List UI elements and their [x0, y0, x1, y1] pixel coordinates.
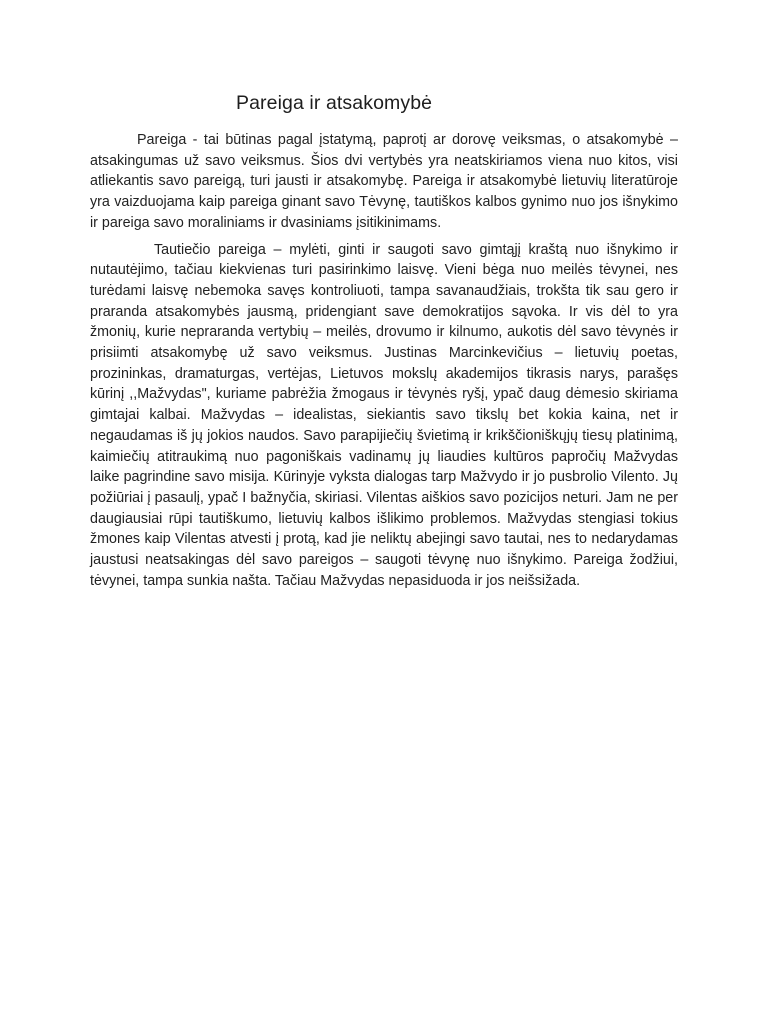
- paragraph-2: Tautiečio pareiga – mylėti, ginti ir saugoti savo gimtąjį kraštą nuo išnykimo ir nutautėjimo, tačiau kiekvienas turi pasirinkimo laisvę. Vieni bėga nuo meilės tėvynei, nes turėdami laisvę nebemoka savęs kontroliuoti, tampa savanaudžiais, trokšta tik sau gero ir praranda atsakomybės jausmą, pridengiant save demokratijos sąvoka. Ir vis dėl to yra žmonių, kurie nepraranda vertybių – meilės, drovumo ir kilnumo, aukotis dėl savo tėvynės ir prisiimti atsakomybę už savo veiksmus. Justinas Marcinkevičius – lietuvių poetas, prozininkas, dramaturgas, vertėjas, Lietuvos mokslų akademijos tikrasis narys, parašęs kūrinį ,,Mažvydas", kuriame pabrėžia žmogaus ir tėvynės ryšį, ypač daug dėmesio skiriama gimtajai kalbai. Mažvydas – idealistas, siekiantis savo tikslų bet kokia kaina, net ir negaudamas iš jų jokios naudos. Savo parapijiečių švietimą ir krikščioniškųjų tiesų platinimą, kaimiečių atitraukimą nuo pagoniškais vadinamų jų liaudies kultūros papročių Mažvydas laike pagrindine savo misija. Kūrinyje vyksta dialogas tarp Mažvydo ir jo pusbrolio Vilento. Jų požiūriai į pasaulį, ypač I bažnyčia, skiriasi. Vilentas aiškios savo pozicijos neturi. Jam ne per daugiausiai rūpi tautiškumo, lietuvių kalbos išlikimo problemos. Mažvydas stengiasi tokius žmones kaip Vilentas atvesti į protą, kad jie neliktų abejingi savo tautai, nes to nedarydamas jaustusi neatsakingas dėl savo pareigos – saugoti tėvynę nuo išnykimo. Pareiga žodžiui, tėvynei, tampa sunkia našta. Tačiau Mažvydas nepasiduoda ir jos neišsižada.: [90, 241, 678, 589]
- document-body: [90, 130, 678, 597]
- page-title: Pareiga ir atsakomybė: [236, 92, 433, 114]
- paragraph-1: Pareiga - tai būtinas pagal įstatymą, paprotį ar dorovę veiksmas, o atsakomybė – atsakingumas už savo veiksmus. Šios dvi vertybės yra neatskiriamos viena nuo kitos, visi atliekantis savo pareigą, turi jausti ir atsakomybę. Pareiga ir atsakomybė lietuvių literatūroje yra vaizduojama kaip pareiga ginant savo Tėvynę, tautiškos kalbos gynimo nuo jos išnykimo ir pareiga savo moraliniams ir dvasiniams įsitikinimams.: [90, 132, 678, 231]
